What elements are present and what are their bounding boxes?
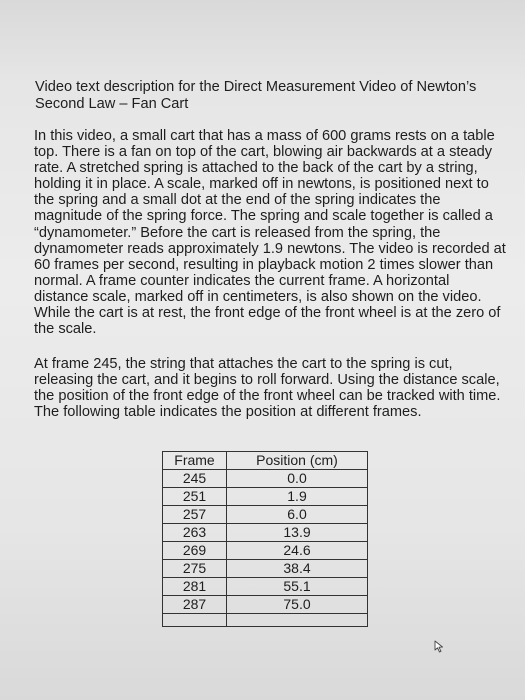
mouse-pointer-icon [433, 640, 447, 654]
frame-cell: 287 [163, 596, 227, 614]
frame-cell: 269 [163, 542, 227, 560]
table-row [163, 542, 368, 560]
frame-cell: 245 [163, 470, 227, 488]
description-paragraph-2: At frame 245, the string that attaches the cart to the spring is cut, releasing the cart, and it begins to roll forward. Using the distance scale, the position of the front edge of the front wheel can be tracked with time. The following table indicates the position at different frames. [34, 356, 501, 421]
frame-column-header: Frame [163, 452, 227, 470]
table-row [163, 488, 368, 506]
table-row [163, 524, 368, 542]
table-row [163, 506, 368, 524]
table-header-row [163, 452, 368, 470]
position-cell: 24.6 [227, 542, 368, 560]
table-row [163, 470, 368, 488]
frame-cell: 257 [163, 506, 227, 524]
table-row [163, 560, 368, 578]
position-cell: 13.9 [227, 524, 368, 542]
frame-cell: 275 [163, 560, 227, 578]
position-cell: 75.0 [227, 596, 368, 614]
table-row [163, 596, 368, 614]
position-cell: 0.0 [227, 470, 368, 488]
position-cell: 1.9 [227, 488, 368, 506]
description-paragraph-1: In this video, a small cart that has a mass of 600 grams rests on a table top. There is a fan on top of the cart, blowing air backwards at a steady rate. A stretched spring is attached to the back of the cart by a string, holding it in place. A scale, marked off in newtons, is positioned next to the spring and a small dot at the end of the spring indicates the magnitude of the spring force. The spring and scale together is called a “dynamometer.” Before the cart is released from the spring, the dynamometer reads approximately 1.9 newtons. The video is recorded at 60 frames per second, resulting in playback motion 2 times slower than normal. A frame counter indicates the current frame. A horizontal distance scale, marked off in centimeters, is also shown on the video. While the cart is at rest, the front edge of the front wheel is at the zero of the scale. [34, 128, 506, 338]
frame-cell: 281 [163, 578, 227, 596]
empty-cell [227, 614, 368, 627]
position-cell: 55.1 [227, 578, 368, 596]
document-title: Video text description for the Direct Measurement Video of Newton’s Second Law – Fan Cart [35, 79, 477, 112]
table-row [163, 578, 368, 596]
position-column-header: Position (cm) [227, 452, 368, 470]
frame-cell: 263 [163, 524, 227, 542]
empty-cell [163, 614, 227, 627]
frame-cell: 251 [163, 488, 227, 506]
position-cell: 6.0 [227, 506, 368, 524]
position-cell: 38.4 [227, 560, 368, 578]
table-blank-row [163, 614, 368, 627]
position-table [162, 451, 368, 627]
